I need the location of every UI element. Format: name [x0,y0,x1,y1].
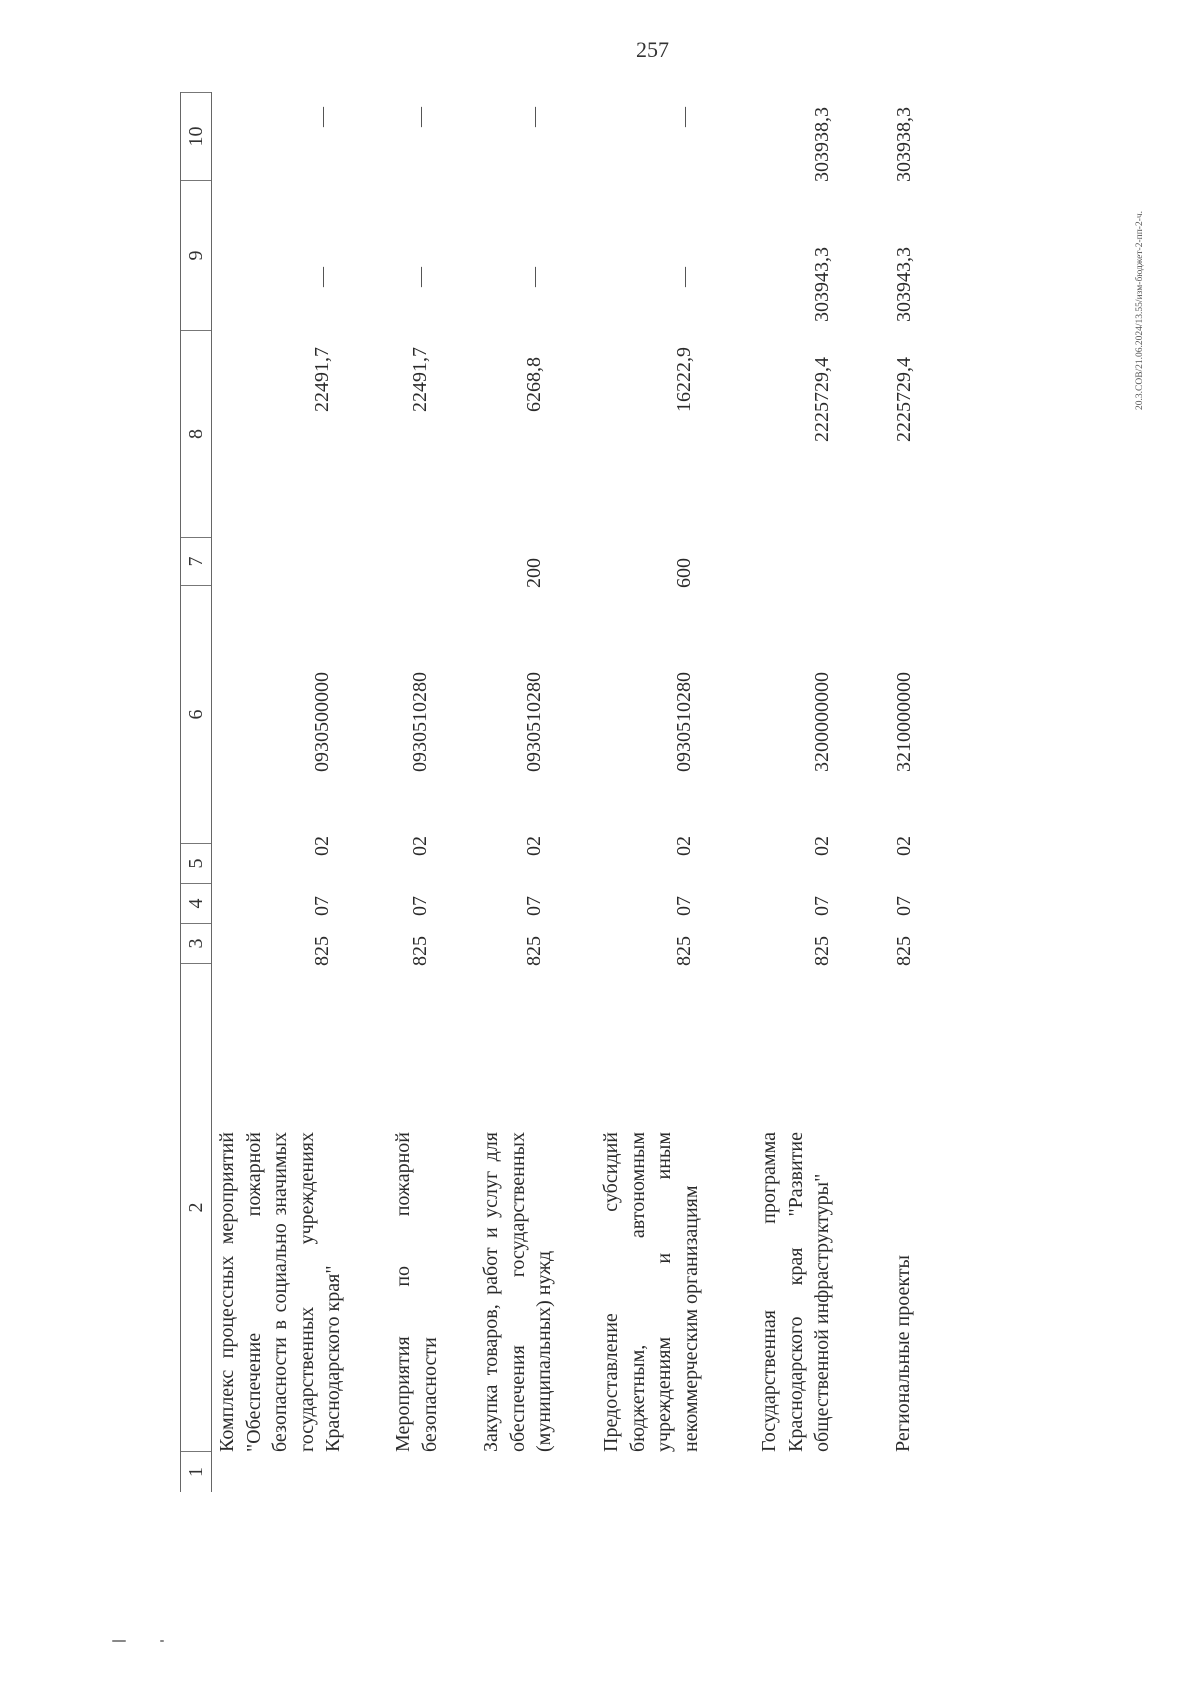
row-code-section: 07 [811,896,833,916]
row-code-subsection: 02 [893,836,915,856]
row-code-target: 0930510280 [409,672,431,772]
row-description: Закупка товаров, работ и услуг для обеспечения государственных (муниципальных) нужд [480,1132,555,1452]
row-description: Государственная программа Краснодарского края "Развитие общественной инфраструктуры" [758,1132,833,1452]
table-rotation-host [180,107,915,1502]
row-code-admin: 825 [893,936,915,966]
row-code-admin: 825 [811,936,833,966]
row-amount-2026: 303938,3 [811,107,833,182]
row-amount-2026: — [673,107,695,127]
row-amount-2024: 2225729,4 [811,357,833,442]
row-amount-2025: — [673,267,695,287]
row-code-target: 0930500000 [311,672,333,772]
row-code-target: 3210000000 [893,672,915,772]
row-code-subsection: 02 [409,836,431,856]
header-col-2: 2 [181,964,211,1452]
row-code-section: 07 [673,896,695,916]
row-amount-2025: — [311,267,333,287]
row-description: Региональные проекты [892,1255,914,1452]
row-code-section: 07 [523,896,545,916]
row-description: Предоставление субсидий бюджетным, автономным учреждениям и иным некоммерческим организациям [600,1132,702,1452]
header-col-5: 5 [181,844,211,884]
scan-speck [160,1640,164,1642]
row-code-expense: 200 [523,558,545,588]
row-amount-2026: 303938,3 [893,107,915,182]
header-col-9: 9 [181,181,211,331]
row-code-subsection: 02 [811,836,833,856]
footer-code [1135,210,1145,418]
row-amount-2025: — [409,267,431,287]
row-code-subsection: 02 [523,836,545,856]
row-amount-2026: — [409,107,431,127]
header-col-3: 3 [181,924,211,964]
row-code-expense: 600 [673,558,695,588]
row-amount-2026: — [311,107,333,127]
row-code-section: 07 [311,896,333,916]
row-description: Мероприятия по пожарной безопасности [392,1132,441,1452]
row-amount-2025: 303943,3 [811,247,833,322]
row-amount-2025: 303943,3 [893,247,915,322]
row-description: Комплекс процессных мероприятий "Обеспечение пожарной безопасности в социально значимых государственных учреждениях Краснодарского края" [216,1132,344,1452]
row-code-target: 0930510280 [523,672,545,772]
header-col-1: 1 [185,1467,207,1477]
header-col-10: 10 [181,92,211,181]
row-code-subsection: 02 [673,836,695,856]
row-code-target: 0930510280 [673,672,695,772]
row-code-section: 07 [409,896,431,916]
row-amount-2026: — [523,107,545,127]
page-number: 257 [636,37,669,62]
row-code-subsection: 02 [311,836,333,856]
row-amount-2025: — [523,267,545,287]
footer-code-text: 20.3.СОВ/21.06.2024/13.55/изм-бюджет-2-пп-2-ч. [1135,210,1145,410]
scan-speck [112,1640,126,1642]
row-code-target: 3200000000 [811,672,833,772]
row-code-admin: 825 [673,936,695,966]
row-amount-2024: 16222,9 [673,347,695,412]
row-amount-2024: 22491,7 [409,347,431,412]
row-code-admin: 825 [523,936,545,966]
header-col-8: 8 [181,331,211,538]
row-code-admin: 825 [409,936,431,966]
row-amount-2024: 22491,7 [311,347,333,412]
row-code-admin: 825 [311,936,333,966]
header-col-7: 7 [181,538,211,586]
row-amount-2024: 6268,8 [523,357,545,412]
row-code-section: 07 [893,896,915,916]
row-amount-2024: 2225729,4 [893,357,915,442]
header-col-6: 6 [181,586,211,844]
budget-table [180,92,1020,1492]
table-header [180,92,212,1492]
header-col-4: 4 [181,884,211,924]
